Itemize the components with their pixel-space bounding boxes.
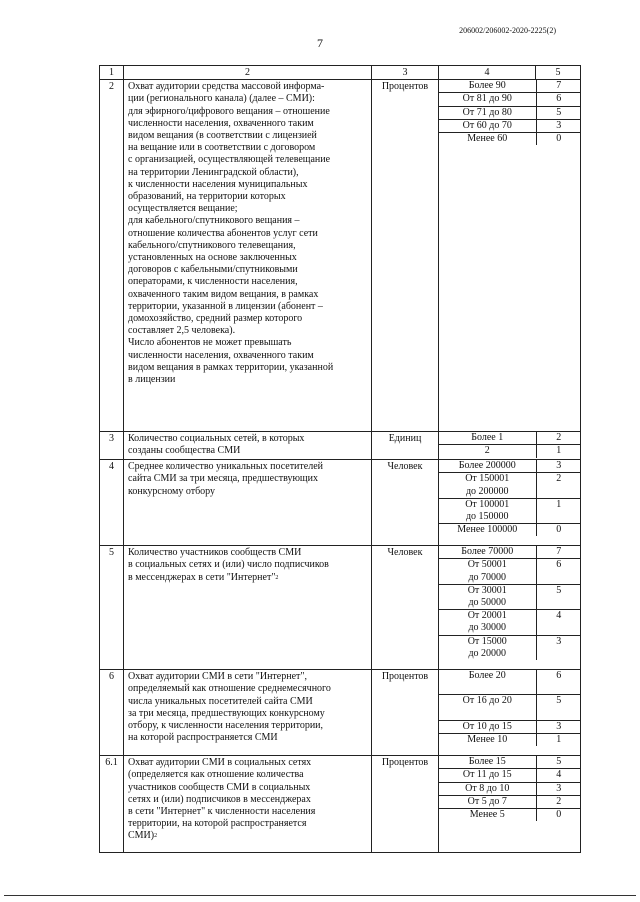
criterion-number: 3 xyxy=(100,432,124,460)
description-line xyxy=(128,445,369,457)
range-value xyxy=(439,584,536,609)
description-line xyxy=(128,142,369,154)
range-row xyxy=(439,432,581,445)
range-value xyxy=(439,432,536,445)
score-value: 3 xyxy=(536,460,581,473)
range-line: Более 20 xyxy=(468,670,506,682)
range-line: Более 200000 xyxy=(458,460,516,472)
description-line xyxy=(128,362,369,374)
description-line xyxy=(128,461,369,473)
range-line: От 81 до 90 xyxy=(462,93,512,105)
score-value: 3 xyxy=(536,782,581,795)
ranges-table xyxy=(439,670,581,746)
description-line xyxy=(128,374,369,386)
range-line: От 30001 xyxy=(467,584,507,596)
ranges-table xyxy=(439,432,581,457)
header-cell: 3 xyxy=(372,66,439,80)
description-text: конкурсному отбору xyxy=(128,485,216,497)
description-text: охваченного таким видом вещания, в рамках xyxy=(128,288,319,300)
criteria-table xyxy=(99,65,581,853)
range-row xyxy=(439,670,581,695)
description-line xyxy=(128,191,369,203)
description-line xyxy=(128,154,369,166)
unit-cell: Процентов xyxy=(372,756,439,853)
description-line xyxy=(128,313,369,325)
description-text: составляет 2,5 человека). xyxy=(128,325,236,337)
range-row xyxy=(439,795,581,808)
range-row xyxy=(439,756,581,769)
description-text: с организацией, осуществляющей телевещание xyxy=(128,154,331,166)
footnote-marker: 2 xyxy=(275,574,279,581)
score-value: 1 xyxy=(556,445,562,457)
description-line xyxy=(128,106,369,118)
score-value: 5 xyxy=(536,695,581,720)
unit-cell: Единиц xyxy=(372,432,439,460)
range-line: Менее 60 xyxy=(467,133,508,145)
ranges-table xyxy=(439,460,581,536)
range-value xyxy=(439,635,536,660)
score-ranges xyxy=(439,670,581,756)
criterion-description xyxy=(124,460,372,546)
description-line xyxy=(128,215,369,227)
description-text: числа уникальных посетителей сайта СМИ xyxy=(128,695,313,707)
header-row xyxy=(100,66,581,80)
criterion-number: 6 xyxy=(100,670,124,756)
range-line: Более 90 xyxy=(468,80,506,92)
description-text: установленных на основе заключенных xyxy=(128,252,297,264)
criterion-number: 2 xyxy=(100,80,124,432)
description-text: в лицензии xyxy=(128,374,176,386)
ranges-table xyxy=(439,546,581,660)
unit-cell: Процентов xyxy=(372,670,439,756)
range-value xyxy=(439,769,536,782)
description-line xyxy=(128,130,369,142)
range-value xyxy=(439,445,536,458)
description-text: Количество социальных сетей, в которых xyxy=(128,433,305,445)
description-text: для эфирного/цифрового вещания – отношение xyxy=(128,105,330,117)
range-line: до 150000 xyxy=(465,511,509,523)
description-text: созданы сообщества СМИ xyxy=(128,445,241,457)
description-line xyxy=(128,806,369,818)
description-text: отношение количества абонентов услуг сети xyxy=(128,227,318,239)
description-text: для кабельного/спутникового вещания – xyxy=(128,215,300,227)
range-row xyxy=(439,635,581,660)
score-value: 2 xyxy=(536,432,581,445)
description-line xyxy=(128,325,369,337)
range-line: до 50000 xyxy=(468,597,507,609)
description-line xyxy=(128,228,369,240)
description-line xyxy=(128,118,369,130)
range-row xyxy=(439,695,581,720)
description-line xyxy=(128,167,369,179)
description-text: Охват аудитории СМИ в сети "Интернет", xyxy=(128,671,307,683)
description-line xyxy=(128,696,369,708)
description-line xyxy=(128,264,369,276)
criterion-row xyxy=(100,80,581,432)
description-line xyxy=(128,337,369,349)
range-line: От 16 до 20 xyxy=(462,695,512,707)
header-cell: 5 xyxy=(536,66,581,80)
description-line xyxy=(128,720,369,732)
description-line xyxy=(128,757,369,769)
range-line: до 200000 xyxy=(465,485,509,497)
description-line xyxy=(128,830,369,842)
range-value xyxy=(439,498,536,523)
score-value: 6 xyxy=(536,559,581,584)
range-value xyxy=(439,473,536,498)
criterion-row xyxy=(100,460,581,546)
description-line xyxy=(128,473,369,485)
range-row xyxy=(439,460,581,473)
range-value xyxy=(439,93,536,106)
range-line: От 150001 xyxy=(465,473,510,485)
description-text: численности населения, охваченного таким xyxy=(128,349,314,361)
range-row xyxy=(439,720,581,733)
range-row xyxy=(439,93,581,106)
description-text: видом вещания в рамках территории, указанной xyxy=(128,361,334,373)
description-line xyxy=(128,179,369,191)
score-value: 6 xyxy=(536,670,581,695)
score-ranges xyxy=(439,546,581,670)
range-line: Более 1 xyxy=(471,432,504,444)
range-value xyxy=(439,795,536,808)
criterion-row xyxy=(100,756,581,853)
score-ranges xyxy=(439,80,581,432)
description-line xyxy=(128,93,369,105)
description-text: в сети "Интернет" к численности населения xyxy=(128,806,316,818)
range-line xyxy=(439,708,536,720)
score-ranges xyxy=(439,756,581,853)
criterion-row xyxy=(100,432,581,460)
range-line xyxy=(439,682,536,694)
score-value: 0 xyxy=(556,809,562,821)
range-value xyxy=(439,695,536,720)
description-line xyxy=(128,683,369,695)
range-value xyxy=(439,610,536,635)
ranges-table xyxy=(439,756,581,821)
description-line xyxy=(128,547,369,559)
score-value: 4 xyxy=(536,610,581,635)
score-value: 3 xyxy=(536,119,581,132)
description-line xyxy=(128,289,369,301)
criterion-description xyxy=(124,546,372,670)
description-text: за три месяца, предшествующих конкурсному xyxy=(128,707,325,719)
description-text: отбору, к численности населения территории, xyxy=(128,720,324,732)
description-text: в социальных сетях и (или) число подписчиков xyxy=(128,559,329,571)
score-ranges xyxy=(439,432,581,460)
description-line xyxy=(128,240,369,252)
criterion-row xyxy=(100,670,581,756)
score-value: 2 xyxy=(536,473,581,498)
range-row xyxy=(439,133,581,146)
range-value xyxy=(439,133,536,146)
score-value: 1 xyxy=(556,733,562,745)
description-text: на территории Ленинградской области), xyxy=(128,166,299,178)
range-row xyxy=(439,769,581,782)
criterion-number: 5 xyxy=(100,546,124,670)
description-text: численности населения, охваченного таким xyxy=(128,117,314,129)
range-row xyxy=(439,559,581,584)
description-text: к численности населения муниципальных xyxy=(128,178,308,190)
description-text: ции (регионального канала) (далее – СМИ): xyxy=(128,93,315,105)
description-text: осуществляется вещание; xyxy=(128,203,238,215)
range-value xyxy=(439,670,536,695)
range-value xyxy=(439,559,536,584)
description-text: сетях и (или) подписчиков в мессенджерах xyxy=(128,793,311,805)
range-line: От 5 до 7 xyxy=(467,795,507,807)
score-value: 2 xyxy=(536,795,581,808)
description-text: в мессенджерах в сети "Интернет" xyxy=(128,571,276,583)
range-line: От 15000 xyxy=(467,635,507,647)
page-bottom-rule xyxy=(4,895,636,896)
description-text: сайта СМИ за три месяца, предшествующих xyxy=(128,473,318,485)
header-cell: 1 xyxy=(100,66,124,80)
range-row xyxy=(439,498,581,523)
range-value xyxy=(439,733,536,746)
criterion-description xyxy=(124,80,372,432)
score-value: 1 xyxy=(536,498,581,523)
description-line xyxy=(128,782,369,794)
unit-cell: Человек xyxy=(372,546,439,670)
range-row xyxy=(439,610,581,635)
score-value: 3 xyxy=(556,635,562,647)
description-line xyxy=(128,794,369,806)
page-number: 7 xyxy=(317,36,323,50)
range-value xyxy=(439,106,536,119)
description-text: образований, на территории которых xyxy=(128,191,286,203)
description-text: Число абонентов не может превышать xyxy=(128,337,292,349)
range-line: Более 15 xyxy=(468,756,506,768)
description-text: домохозяйство, средний размер которого xyxy=(128,313,303,325)
description-line xyxy=(128,203,369,215)
description-line xyxy=(128,671,369,683)
score-value: 4 xyxy=(536,769,581,782)
description-line xyxy=(128,252,369,264)
range-row xyxy=(439,80,581,93)
range-line: до 70000 xyxy=(468,571,507,583)
criterion-number: 6.1 xyxy=(100,756,124,853)
range-line: От 10 до 15 xyxy=(462,720,512,732)
range-value xyxy=(439,756,536,769)
score-ranges xyxy=(439,460,581,546)
score-value: 5 xyxy=(536,584,581,609)
description-line xyxy=(128,350,369,362)
range-row xyxy=(439,473,581,498)
range-line: От 71 до 80 xyxy=(462,106,512,118)
range-line: От 100001 xyxy=(465,498,510,510)
range-value xyxy=(439,720,536,733)
description-text: операторами, к численности населения, xyxy=(128,276,298,288)
range-line: 2 xyxy=(484,445,490,457)
document-id: 206002/206002-2020-2225(2) xyxy=(459,26,556,35)
description-text: Охват аудитории средства массовой информа- xyxy=(128,81,325,93)
header-cell: 4 xyxy=(439,66,536,80)
score-value: 7 xyxy=(536,80,581,93)
description-text: участников сообществ СМИ в социальных xyxy=(128,781,311,793)
description-text: на вещание или в соответствии с договором xyxy=(128,142,316,154)
range-line: Менее 10 xyxy=(467,733,508,745)
criterion-row xyxy=(100,546,581,670)
footnote-marker: 2 xyxy=(154,833,158,840)
description-line xyxy=(128,486,369,498)
range-value xyxy=(439,782,536,795)
range-value xyxy=(439,809,536,822)
range-value xyxy=(439,460,536,473)
range-row xyxy=(439,119,581,132)
description-text: (определяется как отношение количества xyxy=(128,769,304,781)
range-line: От 20001 xyxy=(467,610,507,622)
range-value xyxy=(439,119,536,132)
range-line: От 50001 xyxy=(467,559,507,571)
criterion-description xyxy=(124,670,372,756)
range-value xyxy=(439,80,536,93)
range-row xyxy=(439,584,581,609)
range-line: От 11 до 15 xyxy=(462,769,512,781)
range-line: Менее 100000 xyxy=(457,524,518,536)
range-value xyxy=(439,546,536,559)
unit-cell: Процентов xyxy=(372,80,439,432)
range-value xyxy=(439,524,536,537)
range-line: до 30000 xyxy=(468,622,507,634)
description-line xyxy=(128,769,369,781)
range-row xyxy=(439,809,581,822)
description-text: видом вещания (в соответствии с лицензией xyxy=(128,130,317,142)
criterion-description xyxy=(124,432,372,460)
range-row xyxy=(439,782,581,795)
description-text: определяемый как отношение среднемесячного xyxy=(128,683,331,695)
score-value: 5 xyxy=(536,106,581,119)
description-text: территории, указанной в лицензии (абонент – xyxy=(128,300,323,312)
description-text: кабельного/спутникового телевещания, xyxy=(128,239,296,251)
description-line xyxy=(128,708,369,720)
description-line xyxy=(128,276,369,288)
range-row xyxy=(439,733,581,746)
criterion-description xyxy=(124,756,372,853)
unit-cell: Человек xyxy=(372,460,439,546)
score-value: 7 xyxy=(536,546,581,559)
score-value: 5 xyxy=(536,756,581,769)
description-line xyxy=(128,572,369,584)
range-line: до 20000 xyxy=(468,647,507,659)
description-line xyxy=(128,433,369,445)
description-text: СМИ) xyxy=(128,830,155,842)
score-value: 0 xyxy=(556,133,562,145)
description-text: территории, на которой распространяется xyxy=(128,818,307,830)
range-line: От 60 до 70 xyxy=(462,119,512,131)
description-text: договоров с кабельными/спутниковыми xyxy=(128,264,298,276)
range-row xyxy=(439,546,581,559)
description-text: Охват аудитории СМИ в социальных сетях xyxy=(128,757,312,769)
range-line: Менее 5 xyxy=(469,809,505,821)
description-line xyxy=(128,732,369,744)
description-line xyxy=(128,81,369,93)
score-value: 6 xyxy=(536,93,581,106)
description-text: Среднее количество уникальных посетителей xyxy=(128,461,323,473)
criterion-number: 4 xyxy=(100,460,124,546)
description-text: на которой распространяется СМИ xyxy=(128,732,278,744)
description-line xyxy=(128,301,369,313)
range-row xyxy=(439,106,581,119)
range-line: От 8 до 10 xyxy=(465,782,510,794)
range-line: Более 70000 xyxy=(461,546,514,558)
header-cell: 2 xyxy=(124,66,372,80)
range-row xyxy=(439,524,581,537)
score-value: 0 xyxy=(556,524,562,536)
ranges-table xyxy=(439,80,581,145)
description-line xyxy=(128,559,369,571)
score-value: 3 xyxy=(536,720,581,733)
description-line xyxy=(128,818,369,830)
description-text: Количество участников сообществ СМИ xyxy=(128,547,302,559)
range-row xyxy=(439,445,581,458)
